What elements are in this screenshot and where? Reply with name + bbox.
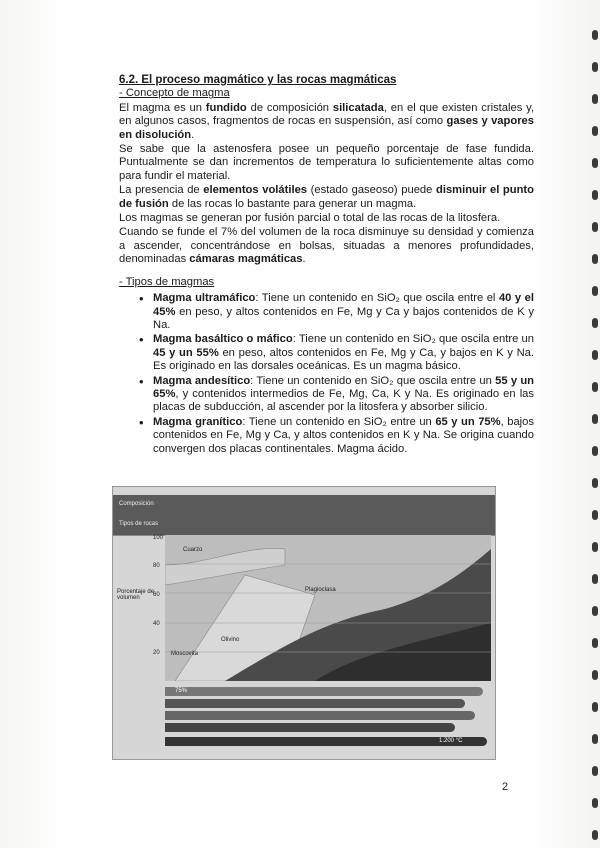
rock-types-row [113,515,495,536]
region-label: Moscovita [171,651,199,657]
emphasis-text: Magma ultramáfico [153,292,256,305]
magma-type-item: • Magma ultramáfico: Tiene un contenido en SiO₂ que oscila entre el 40 y el 45% en peso, y altos contenidos en Fe, Mg y Ca y bajos contenidos de K y Na. [153,292,534,332]
region-label: Plagioclasa [305,587,336,593]
emphasis-text: 55 y un 65% [153,374,535,400]
emphasis-text: gases y vapores en disolución [119,115,534,141]
magma-type-item: • Magma basáltico o máfico: Tiene un contenido en SiO₂ que oscila entre un 45 y un 55% en peso, altos contenidos en Fe, Mg y Ca, y bajos en K y Na. Es originado en las dorsales oceánicas. Es un magma básico. [153,333,534,373]
magma-type-item: • Magma andesítico: Tiene un contenido en SiO₂ que oscila entre un 55 y un 65%, y contenidos intermedios de Fe, Mg, Ca, K y Na. Es originado en las placas de subducción, al ascender por la litosfera y absorber silicio. [153,375,534,415]
body-paragraph: Se sabe que la astenosfera posee un pequeño porcentaje de fase fundida. Puntualmente se dan incrementos de temperatura lo suficientemente altas como para fundir el material. [119,143,534,182]
page-number: 2 [502,781,509,793]
y-tick: 40 [153,621,160,627]
figure-strip [165,687,483,696]
mineral-proportion-plot [165,535,491,681]
emphasis-text: elementos volátiles [203,184,308,197]
emphasis-text: cámaras magmáticas [189,253,303,266]
y-tick: 60 [153,592,160,598]
figure-strip [165,699,465,708]
body-paragraph: Los magmas se generan por fusión parcial o total de las rocas de la litosfera. [119,212,501,225]
y-axis-label: Porcentaje de volumen [117,589,155,601]
figure-strip [165,711,475,720]
y-tick: 100 [153,535,164,541]
types-subheading: - Tipos de magmas [119,275,215,288]
emphasis-text: Magma granítico [153,415,243,428]
composition-row [113,495,495,516]
temperature-label: 1.200 °C [439,738,463,744]
figure-strip [165,723,455,732]
emphasis-text: disminuir el punto de fusión [119,184,534,210]
emphasis-text: fundido [205,101,247,114]
magma-type-item: • Magma granítico: Tiene un contenido en SiO₂ entre un 65 y un 75%, bajos contenidos en Fe, Mg y Ca, y altos contenidos en K y Na. Se origina cuando convergen dos placas continentales. Magma ácido. [153,416,534,456]
body-paragraph: La presencia de elementos volátiles (estado gaseoso) puede disminuir el punto de fusión de las rocas lo bastante para generar un magma. [119,184,534,210]
section-heading: 6.2. El proceso magmático y las rocas magmáticas [119,74,397,86]
composition-row-label: Composición [119,501,154,507]
emphasis-text: Magma andesítico [153,374,251,387]
magma-composition-figure [112,486,496,760]
rock-types-row-label: Tipos de rocas [119,521,159,527]
emphasis-text: 65 y un 75% [435,415,501,428]
emphasis-text: silicatada [332,101,384,114]
body-paragraph: El magma es un fundido de composición silicatada, en el que existen cristales y, en algunos casos, fragmentos de rocas en suspensión, así como gases y vapores en disolución. [119,101,534,141]
region-label: Cuarzo [183,547,203,553]
y-tick: 20 [153,650,160,656]
body-paragraph: Cuando se funde el 7% del volumen de la roca disminuye su densidad y comienza a ascender, concentrándose en bolsas, situadas a menores profundidades, denominadas cámaras magmáticas. [119,226,534,266]
spiral-binding [586,0,600,848]
emphasis-text: 45 y un 55% [153,346,219,359]
concept-subheading: - Concepto de magma [119,87,230,100]
emphasis-text: 40 y el 45% [153,292,534,318]
magma-types-list [119,292,534,456]
strip-label: 75% [175,688,188,694]
document-body [119,74,534,457]
concept-paragraphs [119,102,534,267]
region-label: Olivino [221,637,240,643]
y-tick: 80 [153,563,160,569]
emphasis-text: Magma basáltico o máfico [153,333,293,346]
